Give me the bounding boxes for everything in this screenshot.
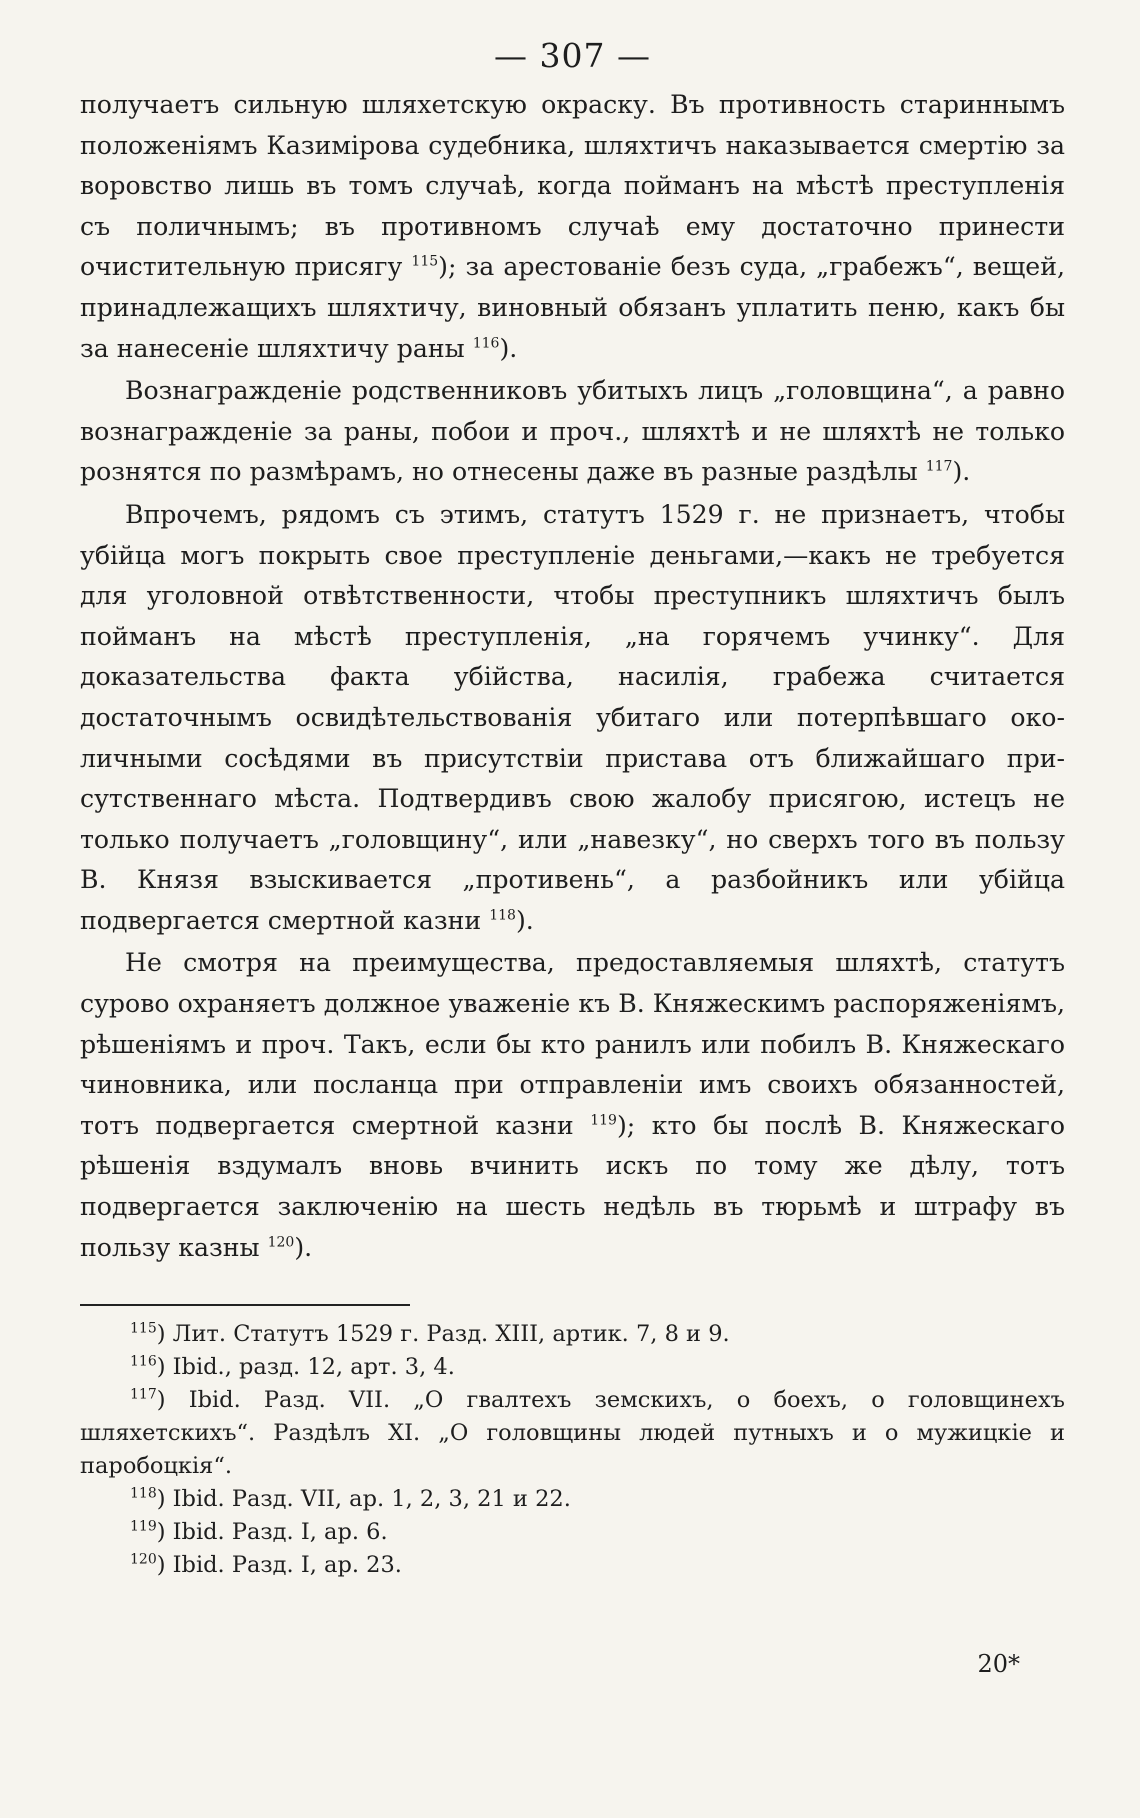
paragraph-text: ).: [499, 333, 518, 363]
paragraph-text: Впрочемъ, рядомъ съ этимъ, статутъ 1529 г. не признаетъ, чтобы убійца могъ покрыть свое преступленіе деньгами,—какъ не требуется для уголовной отвѣтственности, чтобы преступникъ шляхтичъ былъ пойманъ на мѣстѣ преступленія, „на горячемъ учинку“. Для доказательства факта убійства, насилія, грабежа считается достаточнымъ освидѣтельствованія убитаго или потерпѣвшаго околичными сосѣдями въ присутствіи пристава отъ ближайшаго присутственнаго мѣста. Подтвердивъ свою жалобу присягою, истецъ не только получаетъ „головщину“, или „навезку“, но сверхъ того въ пользу В. Князя взыскивается „противень“, а разбойникъ или убійца подвергается смертной казни: [80, 499, 1065, 935]
paragraph-text: Вознагражденіе родственниковъ убитыхъ лицъ „головщина“, а равно вознагражденіе за раны, побои и проч., шляхтѣ и не шляхтѣ не только рознятся по размѣрамъ, но отнесены даже въ разные раздѣлы: [80, 376, 1065, 487]
footnote-ref: 115: [411, 253, 439, 270]
footnote-number: 115: [130, 1320, 157, 1337]
footnote-number: 116: [130, 1353, 157, 1370]
paragraph-text: ); кто бы послѣ В. Княжескаго рѣшенія вздумалъ вновь вчинить искъ по тому же дѣлу, тотъ подвергается заключенію на шесть недѣль въ тюрьмѣ и штрафу въ пользу казны: [80, 1110, 1065, 1262]
footnote: [80, 1318, 1065, 1351]
footnote-ref: 119: [590, 1112, 617, 1129]
paragraph: [80, 495, 1065, 942]
printer-signature: 20*: [977, 1650, 1020, 1678]
footnote-number: 117: [130, 1386, 157, 1403]
footnote-text: ) Ibid. Разд. I, ар. 6.: [156, 1519, 388, 1546]
paragraph-text: ).: [294, 1232, 313, 1262]
footnote-text: ) Ibid., разд. 12, арт. 3, 4.: [156, 1354, 455, 1381]
paragraph: [80, 943, 1065, 1268]
footnote-text: ) Ibid. Разд. I, ар. 23.: [156, 1552, 402, 1579]
footnote: [80, 1384, 1065, 1483]
footnote-ref: 116: [472, 335, 500, 352]
paragraph: [80, 371, 1065, 493]
paragraph-text: Не смотря на преимущества, предоставляемыя шляхтѣ, статутъ сурово охраняетъ должное уваженіе къ В. Княжескимъ распоряженіямъ, рѣшеніямъ и проч. Такъ, если бы кто ранилъ или побилъ В. Княжескаго чиновника, или посланца при отправленіи имъ своихъ обязанностей, тотъ подвергается смертной казни: [80, 948, 1065, 1140]
footnote-text: ) Ibid. Разд. VII, ар. 1, 2, 3, 21 и 22.: [156, 1486, 571, 1513]
footnotes-list: [80, 1318, 1065, 1582]
footnote: [80, 1351, 1065, 1384]
footnote-text: ) Лит. Статутъ 1529 г. Разд. XIII, артик. 7, 8 и 9.: [156, 1321, 730, 1348]
paragraph-text: получаетъ сильную шляхетскую окраску. Въ противность стариннымъ положеніямъ Казиміpова судебника, шляхтичъ наказывается смертію за воровство лишь въ томъ случаѣ, когда пойманъ на мѣстѣ преступленія съ поличнымъ; въ противномъ случаѣ ему достаточно принести очистительную присягу: [80, 90, 1065, 282]
footnote-text: ) Ibid. Разд. VII. „О гвалтехъ земскихъ, о боехъ, о головщинехъ шляхетскихъ“. Раздѣлъ XI. „О головщины людей путныхъ и о мужицкіе и паробоцкія“.: [80, 1387, 1065, 1480]
footnote-ref: 118: [489, 907, 516, 924]
footnote-ref: 117: [925, 458, 953, 475]
footnote-ref: 120: [267, 1234, 295, 1251]
paragraph: [80, 85, 1065, 369]
footnote-number: 119: [130, 1518, 157, 1535]
page-number: — 307 —: [494, 36, 651, 75]
footnote-number: 120: [130, 1551, 157, 1568]
footnote: [80, 1549, 1065, 1582]
footnote-separator: [80, 1304, 410, 1306]
paragraph-text: ).: [515, 905, 534, 935]
paragraph-text: ).: [952, 457, 971, 487]
footnote: [80, 1516, 1065, 1549]
paragraph-text: ); за арестованіе безъ суда, „грабежъ“, вещей, принадлежащихъ шляхтичу, виновный обязанъ уплатить пеню, какъ бы за нанесеніе шляхтичу раны: [80, 252, 1065, 363]
footnote: [80, 1483, 1065, 1516]
footnote-number: 118: [130, 1485, 157, 1502]
main-text: [80, 85, 1065, 1268]
